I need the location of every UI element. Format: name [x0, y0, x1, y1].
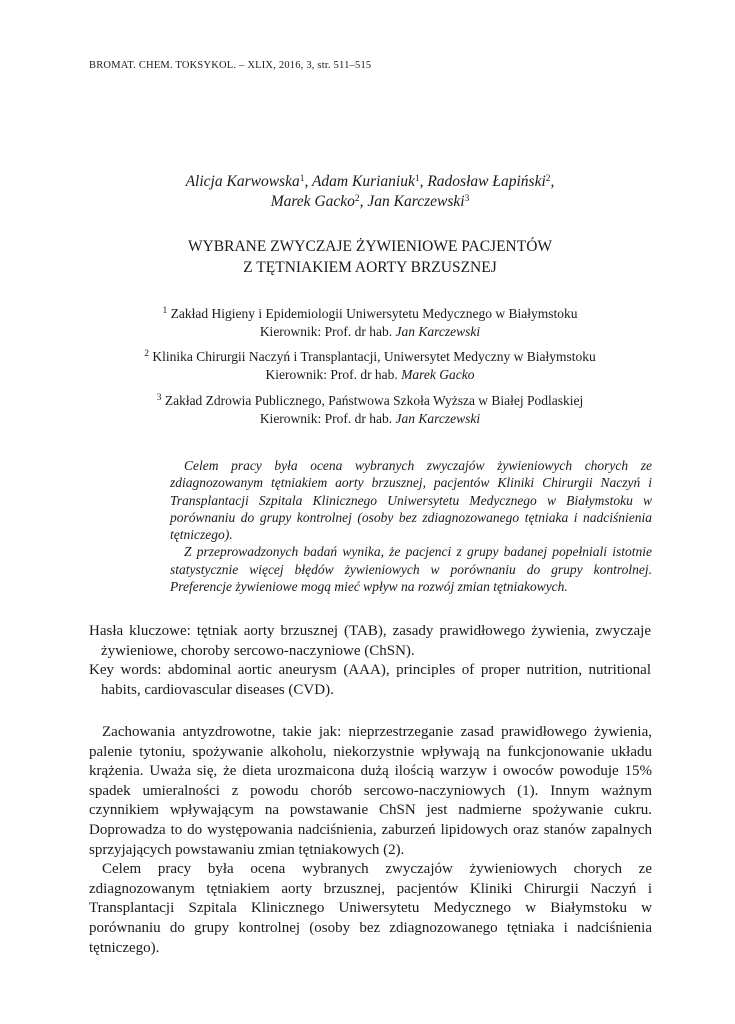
author-name: Alicja Karwowska — [185, 173, 300, 190]
author-line-1: Alicja Karwowska$^1$, Adam Kurianiuk$^1$, Radosław Łapiński$^2$, — [185, 173, 555, 190]
keywords-polish: Hasła kluczowe: tętniak aorty brzusznej (TAB), zasady prawidłowego żywienia, zwyczaje żywieniowe, choroby sercowo-naczyniowe (ChSN). — [89, 623, 651, 659]
abstract-paragraph: Z przeprowadzonych badań wynika, że pacjenci z grupy badanej popełniali istotnie statystycznie więcej błędów żywieniowych w porównaniu do grupy kontrolnej. Preferencje żywieniowe mogą mieć wpływ na rozwój zmian tętniakowych. — [170, 544, 652, 595]
author-affiliation-mark: 1 — [414, 174, 420, 184]
affiliation-name: Zakład Higieny i Epidemiologii Uniwersytetu Medycznego w Białymstoku — [170, 306, 578, 321]
article-title — [90, 236, 650, 278]
keywords-english: Key words: abdominal aortic aneurysm (AAA), principles of proper nutrition, nutritional habits, cardiovascular diseases (CVD). — [89, 662, 651, 698]
body-paragraph: Celem pracy była ocena wybranych zwyczajów żywieniowych chorych ze zdiagnozowanym tętniakiem aorty brzusznej, pacjentów Kliniki Chirurgii Naczyń i Transplantacji Szpitala Klinicznego Uniwersytetu Medycznego w Białymstoku w porównaniu do grupy kontrolnej (osoby bez zdiagnozowanego tętniaka i nadciśnienia tętniczego). — [89, 861, 652, 956]
affiliation-name: Klinika Chirurgii Naczyń i Transplantacji, Uniwersytet Medyczny w Białymstoku — [152, 349, 596, 364]
running-header: BROMAT. CHEM. TOKSYKOL. – XLIX, 2016, 3, str. 511–515 — [89, 60, 372, 71]
author-affiliation-mark: 3 — [464, 194, 470, 204]
author-affiliation-mark: 1 — [299, 174, 305, 184]
affiliation-mark: 3 — [156, 393, 162, 403]
article-title-line-2: Z TĘTNIAKIEM AORTY BRZUSZNEJ — [243, 259, 497, 276]
body-paragraph: Zachowania antyzdrowotne, takie jak: nieprzestrzeganie zasad prawidłowego żywienia, palenie tytoniu, spożywanie alkoholu, niekorzystnie wpływają na funkcjonowanie układu krążenia. Uważa się, że dieta urozmaicona dużą ilością warzyw i owoców powoduje 15% spadek umieralności z powodu chorób sercowo-naczyniowych (1). Innym ważnym czynnikiem wpływającym na powstawanie ChSN jest nadmierne spożywanie cukru. Doprowadza to do występowania nadciśnienia, zaburzeń lipidowych oraz stanów zapalnych sprzyjających powstawaniu zmian tętniakowych (2). — [89, 724, 652, 858]
author-name: Adam Kurianiuk — [311, 173, 415, 190]
abstract — [170, 457, 652, 595]
affiliation-mark: 2 — [144, 349, 150, 359]
author-list — [110, 172, 630, 212]
affiliation-head-prefix: Kierownik: Prof. dr hab. — [259, 411, 393, 426]
author-affiliation-mark: 2 — [354, 194, 360, 204]
author-line-2: Marek Gacko$^2$, Jan Karczewski$^3$ — [270, 193, 470, 210]
affiliation-3 — [90, 392, 650, 428]
affiliation-1 — [90, 305, 650, 341]
affiliation-head-name: Jan Karczewski — [395, 411, 481, 426]
affiliation-head-prefix: Kierownik: Prof. dr hab. — [259, 324, 393, 339]
body-text — [89, 723, 652, 958]
affiliation-head-prefix: Kierownik: Prof. dr hab. — [265, 367, 398, 382]
author-affiliation-mark: 2 — [545, 174, 551, 184]
author-name: Jan Karczewski — [367, 193, 465, 210]
affiliation-head-name: Jan Karczewski — [395, 324, 481, 339]
affiliation-2 — [90, 348, 650, 384]
author-name: Marek Gacko — [270, 193, 355, 210]
affiliation-mark: 1 — [162, 306, 168, 316]
affiliation-name: Zakład Zdrowia Publicznego, Państwowa Szkoła Wyższa w Białej Podlaskiej — [164, 393, 584, 408]
keywords — [89, 622, 651, 700]
author-name: Radosław Łapiński — [427, 173, 546, 190]
abstract-paragraph: Celem pracy była ocena wybranych zwyczajów żywieniowych chorych ze zdiagnozowanym tętniakiem aorty brzusznej, pacjentów Kliniki Chirurgii Naczyń i Transplantacji Szpitala Klinicznego Uniwersytetu Medycznego w Białymstoku w porównaniu do grupy kontrolnej (osoby bez zdiagnozowanego tętniaka i nadciśnienia tętniczego). — [170, 458, 652, 543]
affiliation-head-name: Marek Gacko — [401, 367, 475, 382]
article-title-line-1: WYBRANE ZWYCZAJE ŻYWIENIOWE PACJENTÓW — [187, 238, 553, 255]
